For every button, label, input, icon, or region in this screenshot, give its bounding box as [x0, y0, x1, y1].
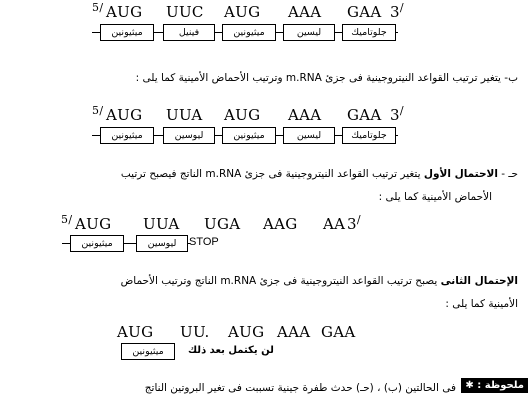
three-prime-label: 3 [347, 215, 357, 233]
amino-acid-box: ليوسين [136, 235, 188, 252]
amino-acid-box: ليوسين [163, 127, 215, 144]
codon: GAA [347, 3, 382, 21]
three-prime-label: 3 [390, 3, 400, 21]
codon: GAA [321, 323, 356, 341]
codon: AUG [106, 106, 143, 124]
para-text: يصبح ترتيب القواعد النيتروجينية فى جزئ m.RNA الناتج وترتيب الأحماض [120, 275, 438, 287]
amino-acid-box: ميثيونين [222, 127, 276, 144]
codon: AUG [224, 106, 261, 124]
amino-acid-box: ميثيونين [100, 127, 154, 144]
note-label: ملحوظة : ✱ [461, 378, 528, 393]
amino-acid-box: ليسين [283, 24, 335, 41]
first-possibility-heading: الاحتمال الأول [423, 168, 498, 180]
codon: UU. [180, 323, 210, 341]
five-prime-label: 5 [92, 1, 100, 14]
codon: AA [323, 215, 346, 233]
paragraph-b: ب- يتغير ترتيب القواعد النيتروجينية فى جزئ m.RNA وترتيب الأحماض الأمينية كما يلى : [135, 72, 518, 84]
amino-acid-box: ميثيونين [70, 235, 124, 252]
codon: UUC [166, 3, 204, 21]
codon: AUG [224, 3, 261, 21]
codon: UUA [143, 215, 180, 233]
amino-acid-box: ليسين [283, 127, 335, 144]
para-marker: حـ - [501, 168, 518, 180]
amino-acid-box: ميثيونين [100, 24, 154, 41]
para-text: يتغير ترتيب القواعد النيتروجينية فى جزئ m.RNA الناتج فيصبح ترتيب [120, 168, 421, 180]
codon: AUG [75, 215, 112, 233]
codon: AAG [263, 215, 298, 233]
amino-acid-box: فينيل [163, 24, 215, 41]
codon: AUG [228, 323, 265, 341]
codon: AUG [117, 323, 154, 341]
note-text: فى الحالتين (ب) ، (حـ) حدث طفرة جينية تسببت فى تغير البروتين الناتج [144, 382, 456, 394]
incomplete-note: لن يكتمل بعد ذلك [188, 345, 274, 356]
codon: AAA [277, 323, 311, 341]
codon: UGA [204, 215, 241, 233]
three-prime-label: 3 [390, 106, 400, 124]
five-prime-label: 5 [92, 104, 100, 117]
paragraph-c [121, 168, 518, 180]
codon: AUG [106, 3, 143, 21]
codon: GAA [347, 106, 382, 124]
asterisk-icon: ✱ [465, 380, 474, 391]
paragraph-d-line-2: الأمينية كما يلى : [445, 298, 518, 310]
codon: AAA [288, 106, 322, 124]
amino-acid-box: جلوتاميك [342, 24, 396, 41]
codon: UUA [166, 106, 203, 124]
codon: AAA [288, 3, 322, 21]
amino-acid-box: ميثيونين [121, 343, 175, 360]
paragraph-d [121, 275, 518, 287]
amino-acid-box: ميثيونين [222, 24, 276, 41]
five-prime-label: 5 [61, 213, 69, 226]
second-possibility-heading: الإحتمال الثانى [440, 275, 518, 287]
stop-label: STOP [189, 236, 219, 248]
amino-acid-box: جلوتاميك [342, 127, 396, 144]
paragraph-c-line-2: الأحماض الأمينية كما يلى : [378, 191, 492, 203]
